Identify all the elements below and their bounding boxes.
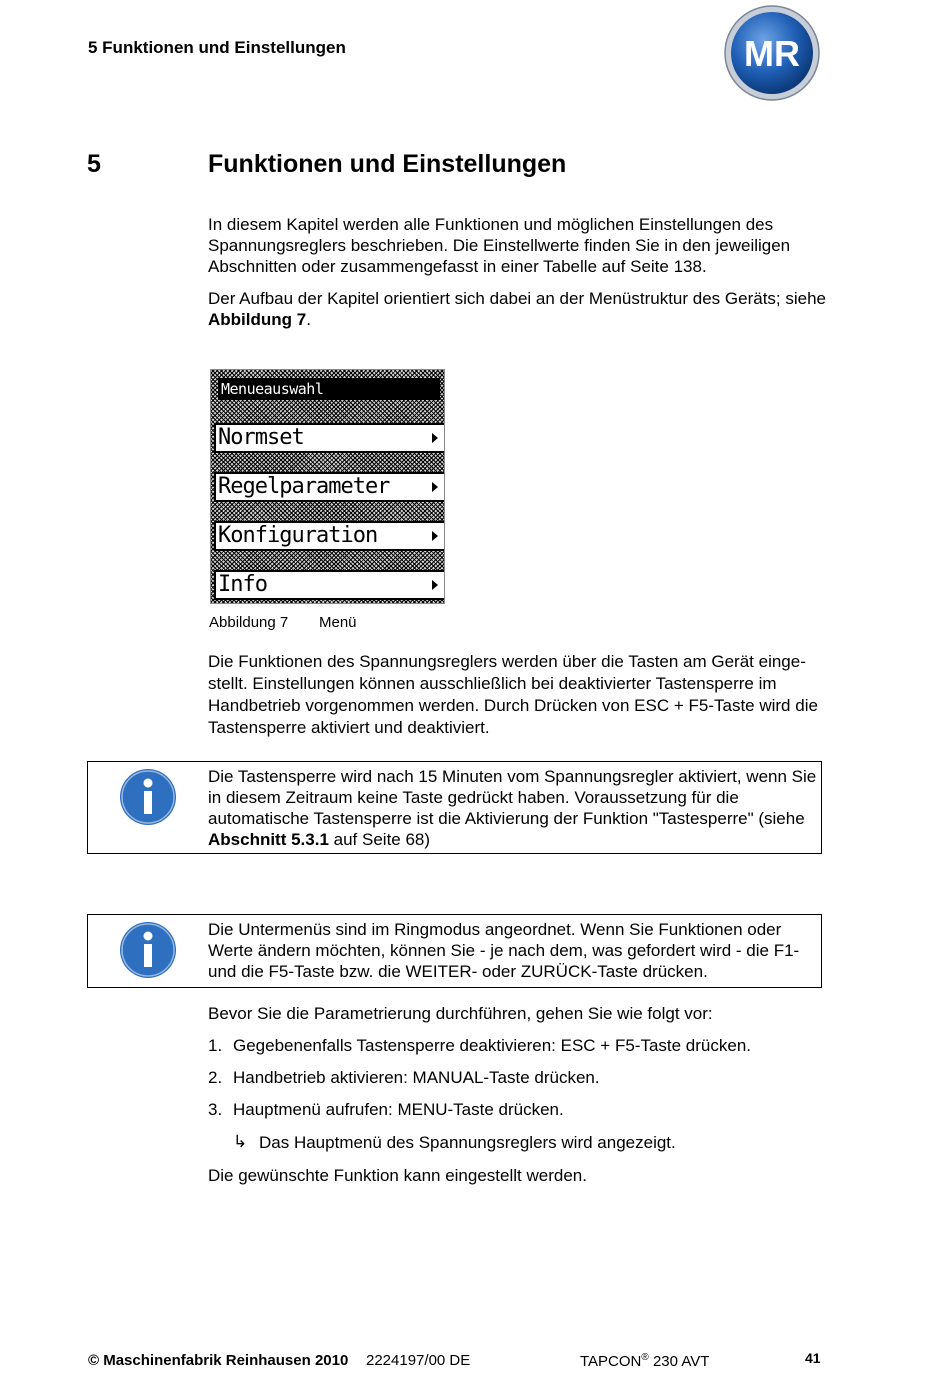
info-text-end: auf Seite 68) xyxy=(328,830,431,849)
intro-paragraph-1: In diesem Kapitel werden alle Funktionen und möglichen Einstellungen des Spannungsreglers beschrieben. Die Einstellwerte finden Sie in den jeweiligen Abschnitten oder zusammengefasst in einer Tabelle auf Seite 138. xyxy=(208,215,791,276)
info-box-keylock xyxy=(87,761,822,854)
product-model: 230 AVT xyxy=(648,1353,710,1370)
step-text: Handbetrieb aktivieren: MANUAL-Taste drücken. xyxy=(233,1068,600,1087)
menu-item-label: Konfiguration xyxy=(218,523,378,548)
keys-paragraph: Die Funktionen des Spannungsreglers werden über die Tasten am Gerät einge-stellt. Einstellungen können ausschließlich bei deaktivierter Tastensperre im Handbetrieb vorgenommen werden. Durch Drücken von ESC + F5-Taste wird die Tastensperre aktiviert und deaktiviert. xyxy=(208,652,818,737)
footer-doc-number: 2224197/00 DE xyxy=(366,1352,471,1369)
menu-item-konfiguration xyxy=(214,521,444,551)
menu-display-figure xyxy=(210,369,445,604)
procedure-closing: Die gewünschte Funktion kann eingestellt werden. xyxy=(208,1166,587,1185)
arrow-right-icon xyxy=(432,531,438,541)
intro-p2-end: . xyxy=(306,310,311,329)
page-number: 41 xyxy=(805,1350,821,1366)
info-box-ringmode xyxy=(87,914,822,988)
intro-paragraph-2 xyxy=(208,288,828,330)
running-header: 5 Funktionen und Einstellungen xyxy=(88,38,346,57)
procedure-intro: Bevor Sie die Parametrierung durchführen, gehen Sie wie folgt vor: xyxy=(208,1004,713,1023)
result-text: Das Hauptmenü des Spannungsreglers wird angezeigt. xyxy=(259,1133,676,1152)
result-arrow-icon: ↳ xyxy=(233,1132,248,1151)
chapter-title: Funktionen und Einstellungen xyxy=(208,150,567,178)
intro-p2-text: Der Aufbau der Kapitel orientiert sich dabei an der Menüstruktur des Geräts; siehe xyxy=(208,289,827,308)
menu-item-label: Normset xyxy=(218,425,304,450)
info-text-main: Die Tastensperre wird nach 15 Minuten vom Spannungsregler aktiviert, wenn Sie in diesem Zeitraum keine Taste gedrückt haben. Voraussetzung für die automatische Tastensperre ist die Aktivierung der Funktion "Tastesperre" (siehe xyxy=(208,767,817,828)
info-text-ringmode: Die Untermenüs sind im Ringmodus angeordnet. Wenn Sie Funktionen oder Werte ändern möchten, können Sie - je nach dem, was gefordert wird - die F1- und die F5-Taste bzw. die WEITER- oder ZURÜCK-Taste drücken. xyxy=(208,920,800,981)
step-text: Gegebenenfalls Tastensperre deaktivieren: ESC + F5-Taste drücken. xyxy=(233,1036,752,1055)
step-number: 1. xyxy=(208,1036,223,1055)
caption-text: Menü xyxy=(319,614,357,631)
arrow-right-icon xyxy=(432,580,438,590)
arrow-right-icon xyxy=(432,433,438,443)
section-reference[interactable]: Abschnitt 5.3.1 xyxy=(208,830,329,849)
registered-mark: ® xyxy=(641,1352,649,1363)
info-icon xyxy=(119,768,177,826)
menu-title-bar: Menueauswahl xyxy=(218,378,440,400)
info-text-keylock xyxy=(208,766,820,850)
mr-logo xyxy=(722,4,822,102)
menu-item-info xyxy=(214,570,444,600)
step-number: 3. xyxy=(208,1100,223,1119)
footer-product xyxy=(580,1352,709,1370)
figure-reference[interactable]: Abbildung 7 xyxy=(208,310,307,329)
figure-caption xyxy=(209,614,357,631)
arrow-right-icon xyxy=(432,482,438,492)
footer-copyright: © Maschinenfabrik Reinhausen 2010 xyxy=(88,1352,349,1369)
menu-item-label: Regelparameter xyxy=(218,474,390,499)
menu-item-normset xyxy=(214,423,444,453)
menu-item-regelparameter xyxy=(214,472,444,502)
product-name: TAPCON xyxy=(580,1353,642,1370)
chapter-number: 5 xyxy=(87,150,101,178)
step-text: Hauptmenü aufrufen: MENU-Taste drücken. xyxy=(233,1100,564,1119)
caption-label: Abbildung 7 xyxy=(209,614,289,631)
info-icon xyxy=(119,921,177,979)
step-number: 2. xyxy=(208,1068,223,1087)
menu-item-label: Info xyxy=(218,572,267,597)
logo-text: MR xyxy=(744,33,800,74)
